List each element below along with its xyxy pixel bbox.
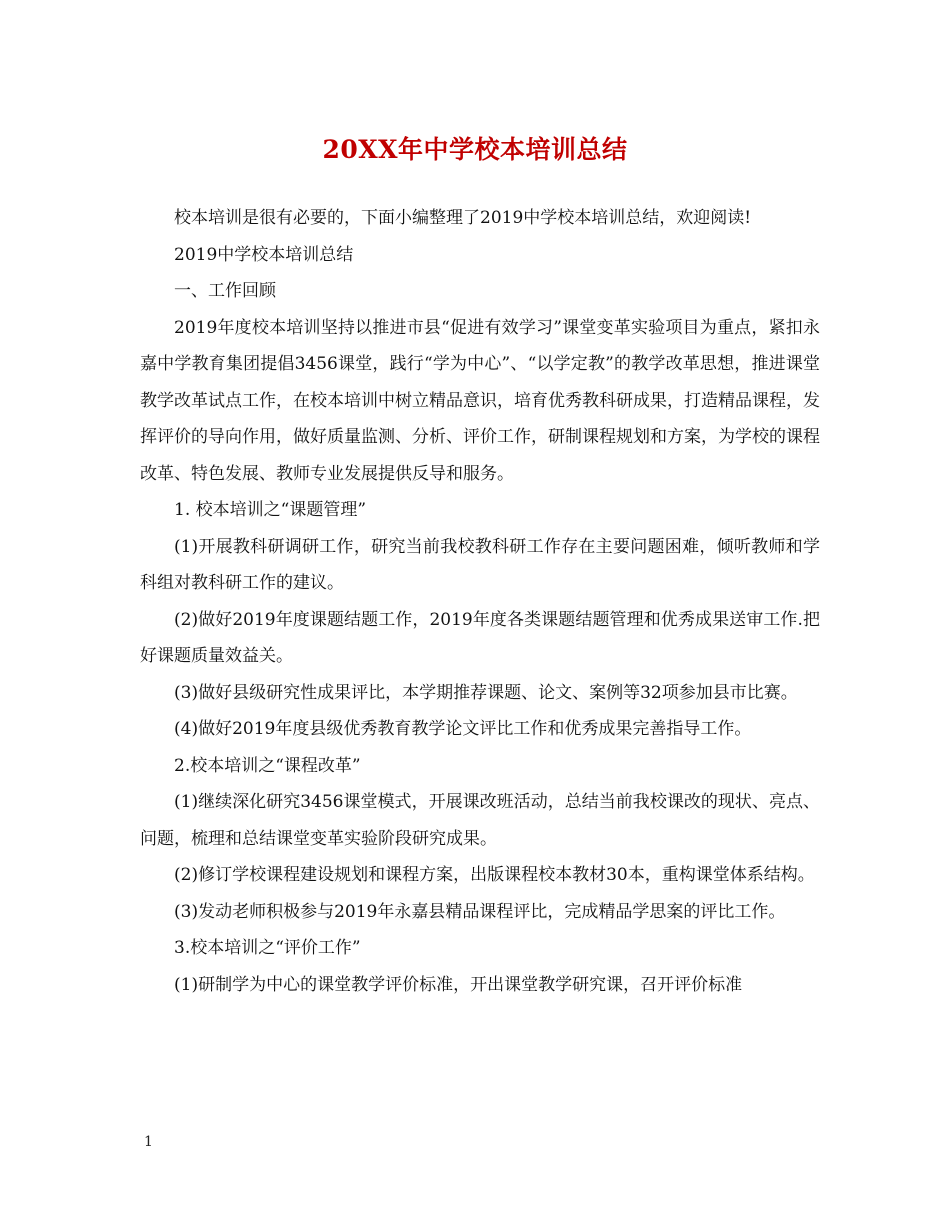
intro-paragraph: 校本培训是很有必要的，下面小编整理了2019中学校本培训总结，欢迎阅读! — [174, 208, 752, 228]
list-item: (1)研制学为中心的课堂教学评价标准，开出课堂教学研究课，召开评价标准 — [174, 974, 743, 995]
list-item: (3)发动老师积极参与2019年永嘉县精品课程评比，完成精品学思案的评比工作。 — [174, 901, 786, 922]
page-number: 1 — [144, 1134, 153, 1150]
list-item: (4)做好2019年度县级优秀教育教学论文评比工作和优秀成果完善指导工作。 — [174, 719, 752, 739]
list-item: (2)做好2019年度课题结题工作，2019年度各类课题结题管理和优秀成果送审工作.把好课题质量效益关。 — [140, 609, 820, 666]
section-heading-curriculum-reform: 2.校本培训之“课程改革” — [174, 755, 361, 776]
section-heading-topic-management: 1. 校本培训之“课题管理” — [174, 500, 367, 520]
list-item: (2)修订学校课程建设规划和课程方案，出版课程校本教材30本，重构课堂体系结构。 — [174, 865, 815, 885]
review-paragraph: 2019年度校本培训坚持以推进市县“促进有效学习”课堂变革实验项目为重点，紧扣永嘉中学教育集团提倡3456课堂，践行“学为中心”、“以学定教”的教学改革思想，推进课堂教学改革试点工作，在校本培训中树立精品意识，培育优秀教科研成果，打造精品课程，发挥评价的导向作用，做好质量监测、分析、评价工作，研制课程规划和方案，为学校的课程改革、特色发展、教师专业发展提供反导和服务。 — [140, 317, 820, 484]
list-item: (1)继续深化研究3456课堂模式，开展课改班活动，总结当前我校课改的现状、亮点、问题，梳理和总结课堂变革实验阶段研究成果。 — [140, 792, 820, 849]
section-heading-evaluation: 3.校本培训之“评价工作” — [174, 938, 361, 958]
document-title: 20XX年中学校本培训总结 — [322, 135, 628, 164]
list-item: (1)开展教科研调研工作，研究当前我校教科研工作存在主要问题困难，倾听教师和学科组对教科研工作的建议。 — [140, 536, 820, 593]
section-heading-review: 一、工作回顾 — [174, 281, 276, 301]
subtitle-paragraph: 2019中学校本培训总结 — [174, 244, 354, 265]
document-body — [140, 200, 820, 1003]
list-item: (3)做好县级研究性成果评比，本学期推荐课题、论文、案例等32项参加县市比赛。 — [174, 682, 798, 703]
